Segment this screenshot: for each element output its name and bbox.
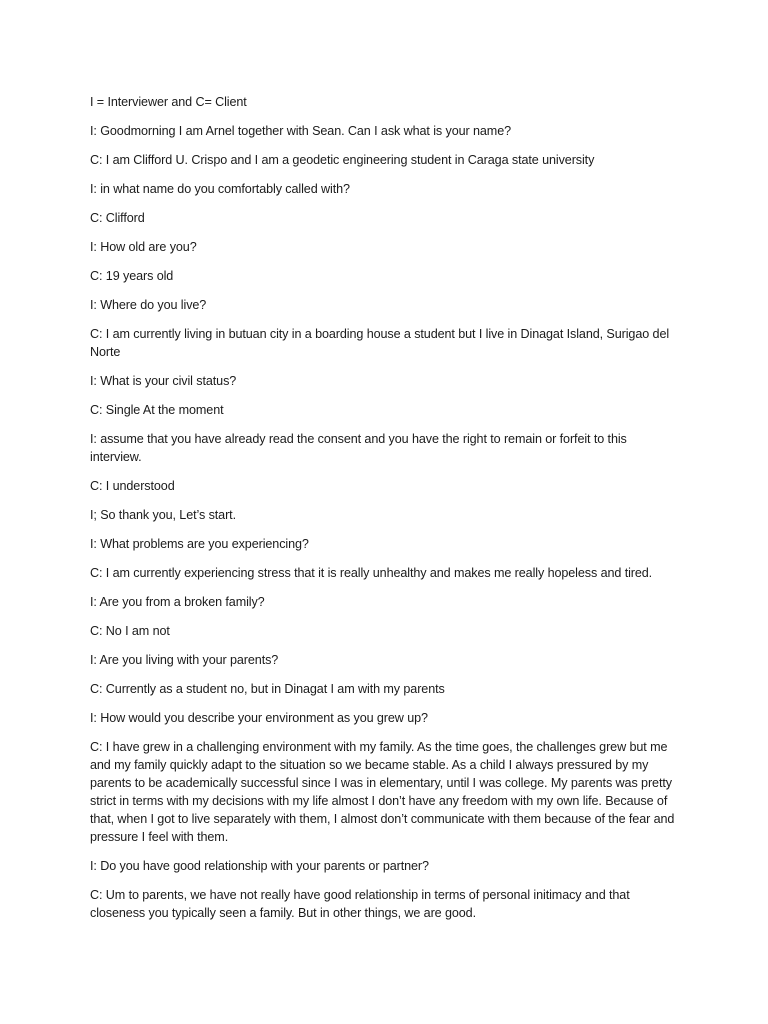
interviewer-line: I: Do you have good relationship with your parents or partner?: [90, 859, 429, 873]
interviewer-line: I: How old are you?: [90, 240, 197, 254]
client-line: C: 19 years old: [90, 269, 174, 283]
interviewer-line: I: Goodmorning I am Arnel together with Sean. Can I ask what is your name?: [90, 124, 512, 138]
interviewer-line: I: Are you living with your parents?: [90, 653, 279, 667]
client-line: C: Single At the moment: [90, 403, 224, 417]
client-line: C: Currently as a student no, but in Dinagat I am with my parents: [90, 682, 445, 696]
interviewer-line: I: Where do you live?: [90, 298, 207, 312]
transcript-legend: I = Interviewer and C= Client: [90, 95, 247, 109]
interviewer-line: I: Are you from a broken family?: [90, 595, 265, 609]
interviewer-line: I: What problems are you experiencing?: [90, 537, 309, 551]
client-line: C: Clifford: [90, 211, 145, 225]
client-line: C: I am Clifford U. Crispo and I am a geodetic engineering student in Caraga state university: [90, 153, 595, 167]
interviewer-line: I: assume that you have already read the consent and you have the right to remain or forfeit to this interview.: [90, 432, 627, 464]
interview-transcript: [90, 93, 680, 933]
client-line: C: I have grew in a challenging environment with my family. As the time goes, the challenges grew but me and my family quickly adapt to the situation so we became stable. As a child I always pressured by my parents to be academically successful since I was in elementary, until I was college. My parents was pretty strict in terms with my decisions with my life almost I don’t have any freedom with my own life. Because of that, when I got to live separately with them, I almost don’t communicate with them because of the fear and pressure I feel with them.: [90, 740, 675, 844]
client-line: C: No I am not: [90, 624, 170, 638]
interviewer-line: I: in what name do you comfortably called with?: [90, 182, 350, 196]
interviewer-line: I: How would you describe your environment as you grew up?: [90, 711, 428, 725]
client-line: C: I am currently living in butuan city in a boarding house a student but I live in Dinagat Island, Surigao del Norte: [90, 327, 670, 359]
client-line: C: I am currently experiencing stress that it is really unhealthy and makes me really hopeless and tired.: [90, 566, 653, 580]
client-line: C: Um to parents, we have not really have good relationship in terms of personal initimacy and that closeness you typically seen a family. But in other things, we are good.: [90, 888, 630, 920]
interviewer-line: I; So thank you, Let’s start.: [90, 508, 236, 522]
client-line: C: I understood: [90, 479, 175, 493]
interviewer-line: I: What is your civil status?: [90, 374, 237, 388]
